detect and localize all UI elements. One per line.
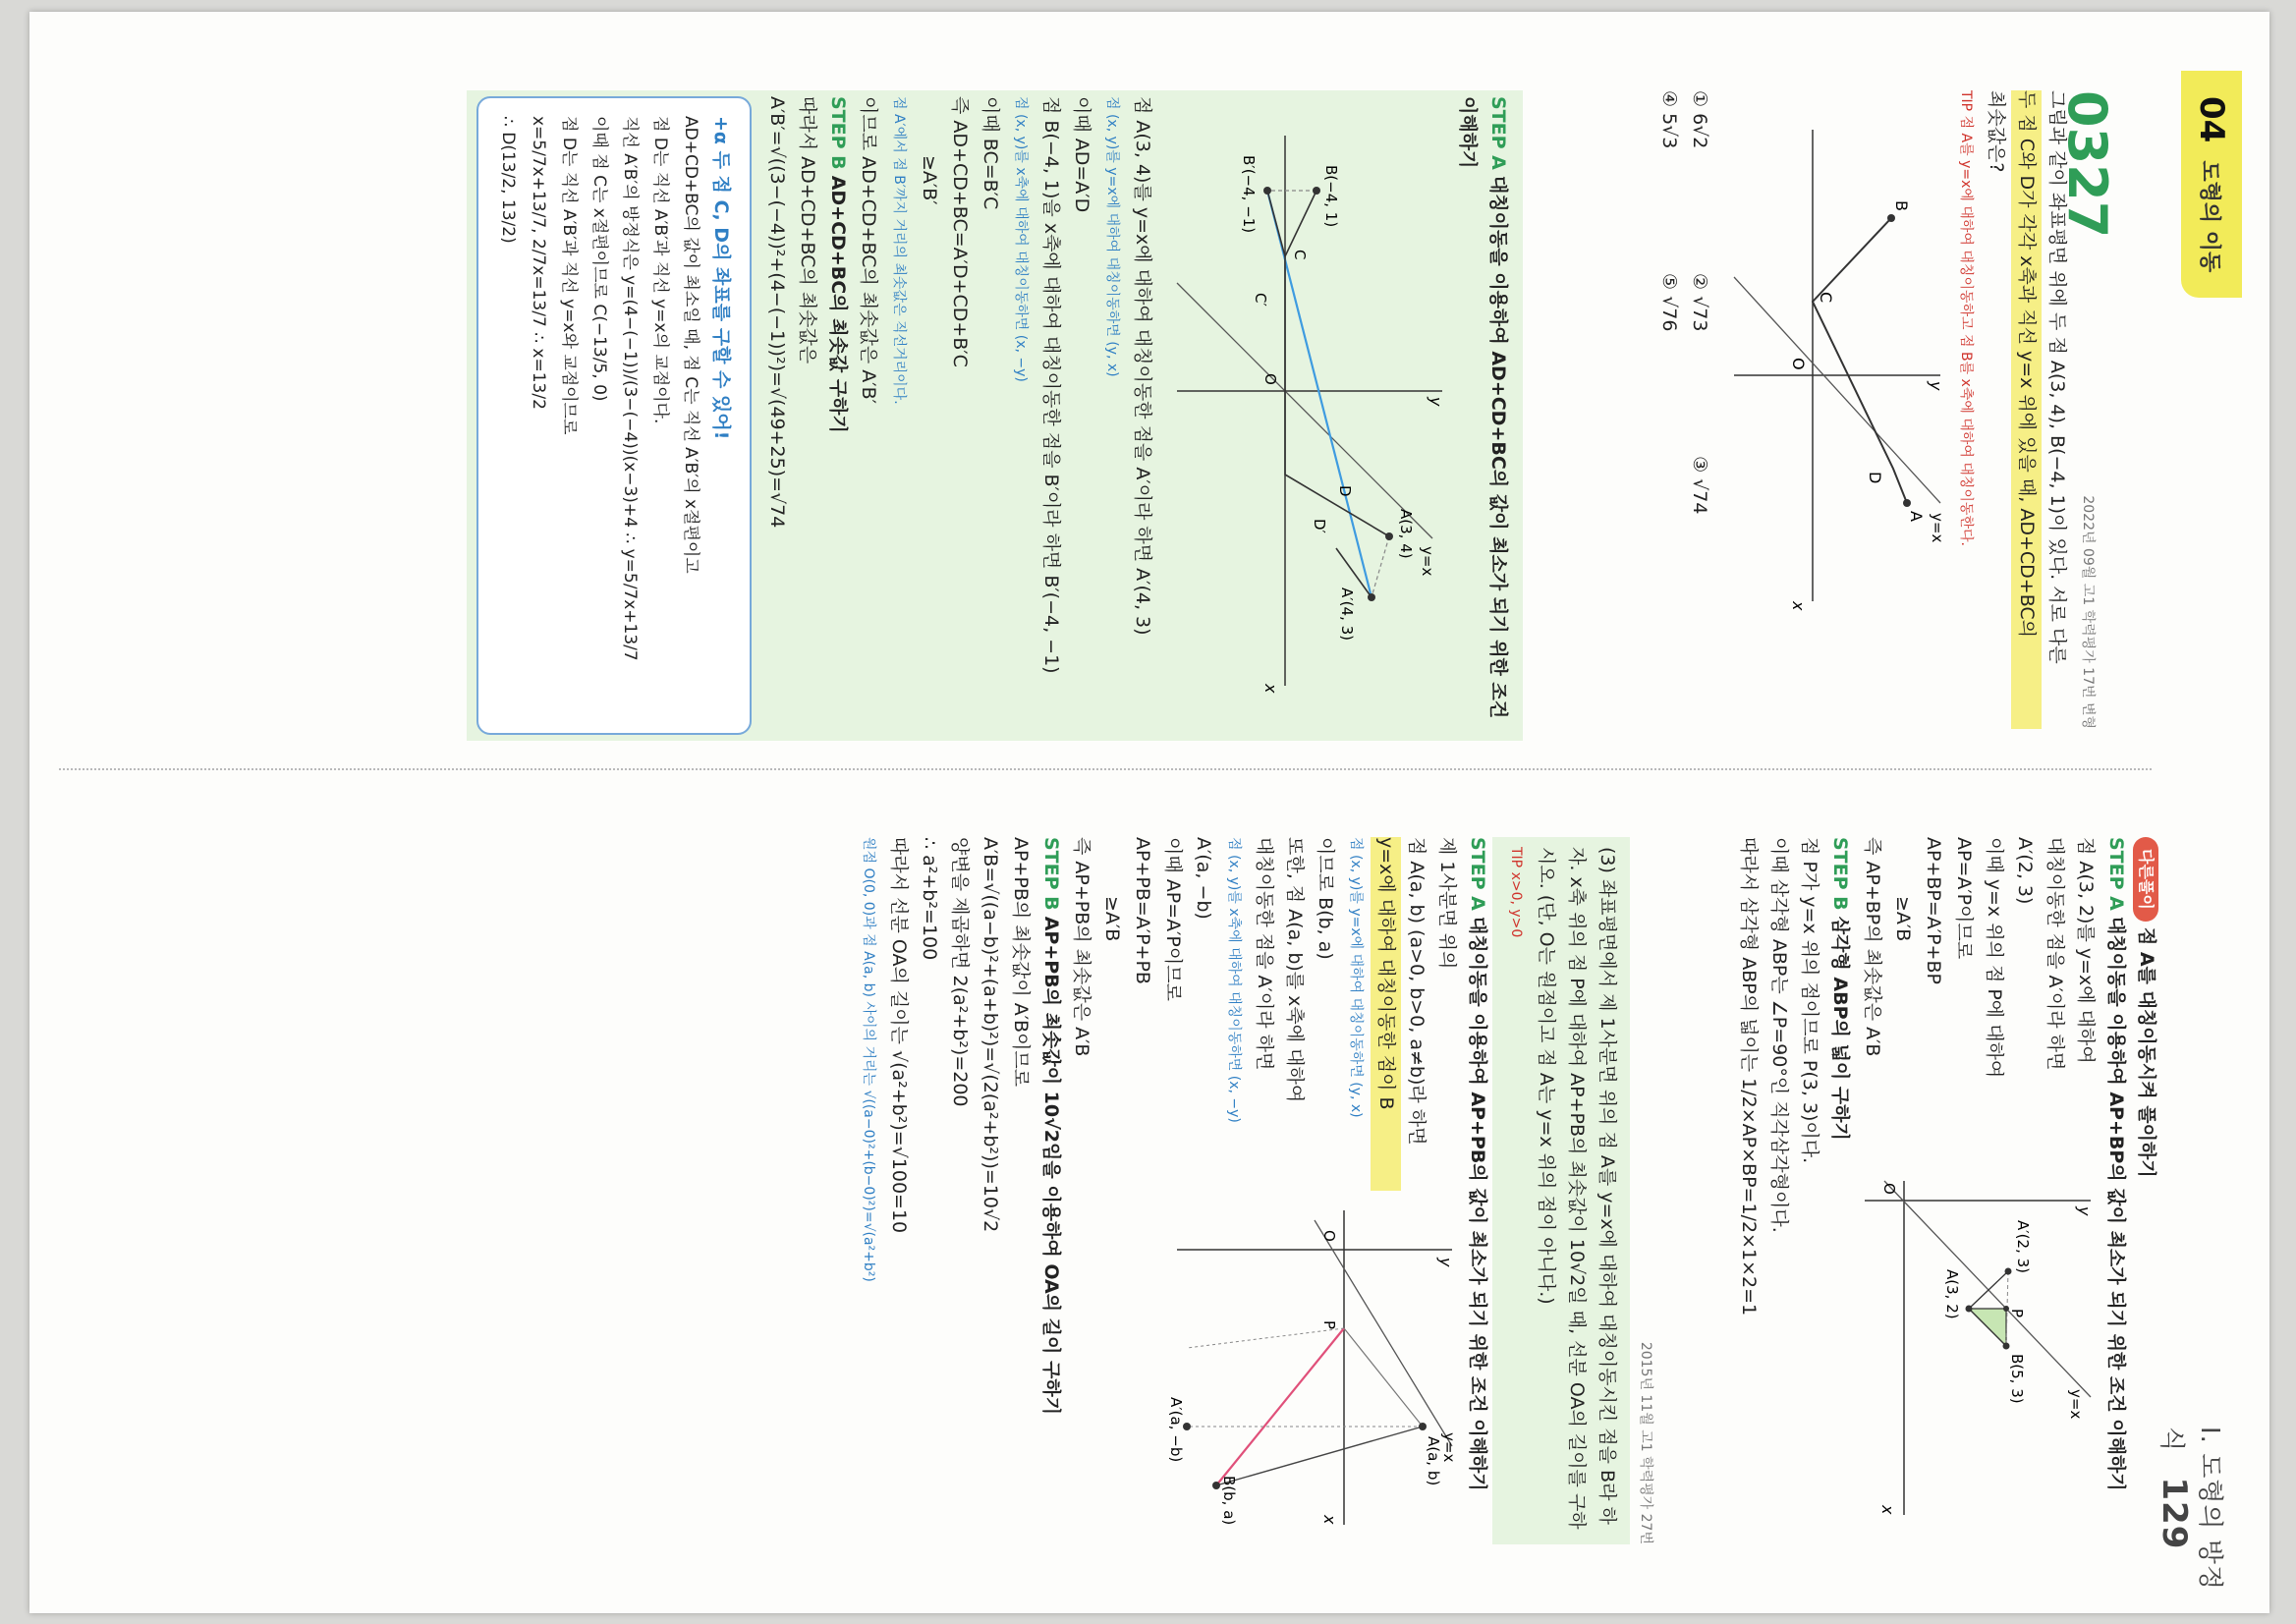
p3-line-8: 이때 AP=A′P이므로: [1162, 837, 1184, 1001]
step-b-label: STEP B: [827, 96, 849, 170]
problem-text-3: 최솟값은?: [1986, 90, 2007, 173]
fig-alt-origin: O: [1880, 1183, 1898, 1195]
p3-b-line-5: 따라서 선분 OA의 길이는 √(a²+b²)=√100=10: [888, 837, 910, 1234]
alt-pill-text: 점 A를 대칭이동시켜 풀이하기: [2136, 926, 2157, 1178]
textbook-page: [29, 12, 2269, 1613]
alt-line-4: 이때 y=x 위의 점 P에 대하여: [1984, 837, 2005, 1079]
solution-line-1: 점 A(3, 4)를 y=x에 대하여 대칭이동한 점을 A′이라 하면 A′(4, 3): [1132, 96, 1153, 636]
fig-bottom-yx-label: y=x: [1419, 546, 1436, 577]
fig-alt-point-a: A(3, 2): [1943, 1269, 1961, 1319]
p3-text-column: [1066, 837, 1462, 1191]
p3-line-7: A′(a, −b): [1193, 837, 1214, 920]
alt-b-line-1: 점 P가 y=x 위의 점이므로 P(3, 3)이다.: [1799, 837, 1820, 1164]
figure-p3: [1167, 1191, 1462, 1535]
figure-0327-bottom: [1167, 96, 1452, 715]
option-1: ① 6√2: [1689, 90, 1710, 149]
alt-text-column: [1855, 837, 2100, 1161]
fig-alt-point-p: P: [2008, 1309, 2026, 1318]
step-a-label: STEP A: [1487, 96, 1509, 170]
fig-bottom-x-axis: x: [1261, 684, 1280, 694]
p3-step-b-label: STEP B: [1040, 837, 1062, 911]
fig-bottom-point-b: B(−4, 1): [1322, 165, 1340, 228]
figure-0327-top: [1724, 90, 1950, 680]
column-divider: [59, 768, 2152, 770]
solution-line-7: 이므로 AD+CD+BC의 최솟값은 A′B′: [858, 96, 879, 404]
problem-3-section: [853, 837, 1660, 1544]
plus-alpha-box: [476, 96, 752, 735]
p3-b-line-3: 양변을 제곱하면 2(a²+b²)=200: [949, 837, 971, 1107]
fig-alt-point-a-prime: A′(2, 3): [2014, 1220, 2032, 1273]
fig-top-point-d: D: [1866, 472, 1884, 484]
problem-3-tip: TIP x>0, y>0: [1508, 847, 1524, 938]
p3-line-5: 또한, 점 A(a, b)를 x축에 대하여: [1284, 837, 1306, 1103]
fig-bottom-point-a: A(3, 4): [1397, 509, 1415, 559]
rotated-page-content: [29, 12, 2269, 1613]
plus-alpha-line-3: 직선 A′B′의 방정식은 y=(4−(−1))/(3−(−4))(x−3)+4 ∴ y=5/7x+13/7: [620, 116, 640, 661]
solution-0327: [467, 90, 1523, 741]
solution-note-3: 점 A′에서 점 B′까지 거리의 최솟값은 직선거리이다.: [891, 96, 907, 405]
step-b-title: AD+CD+BC의 최솟값 구하기: [827, 175, 849, 433]
problem-0327: [1653, 90, 2118, 729]
problem-tip: TIP 점 A를 y=x에 대하여 대칭이동하고 점 B를 x축에 대하여 대칭이동한다.: [1958, 90, 1974, 546]
solution-line-5: 즉 AD+CD+BC=A′D+CD+B′C: [949, 96, 971, 367]
alt-step-b-label: STEP B: [1829, 837, 1851, 911]
option-5: ⑤ √76: [1658, 273, 1680, 332]
p3-step-a-label: STEP A: [1467, 837, 1488, 911]
alt-line-1: 점 A(3, 2)를 y=x에 대하여: [2075, 837, 2097, 1064]
problem-source: 2022년 09월 고1 학력평가 17번 변형: [2080, 495, 2096, 729]
alt-step-a-title: 대칭이동을 이용하여 AP+BP의 값이 최소가 되기 위한 조건 이해하기: [2105, 916, 2127, 1491]
alt-line-8: 즉 AP+BP의 최솟값은 A′B: [1862, 837, 1883, 1057]
p3-b-line-2: A′B=√((a−b)²+(a+b)²)=√(2(a²+b²))=10√2: [980, 837, 1001, 1233]
fig-top-origin: O: [1789, 358, 1808, 370]
fig-p3-origin: O: [1320, 1230, 1338, 1242]
chapter-title: 도형의 이동: [2197, 160, 2222, 273]
solution-line-3: 점 B(−4, 1)을 x축에 대하여 대칭이동한 점을 B′이라 하면 B′(−4, −1): [1040, 96, 1062, 674]
option-4: ④ 5√3: [1658, 90, 1680, 149]
p3-note-2: 점 (x, y)를 x축에 대하여 대칭이동하면 (x, −y): [1226, 837, 1242, 1123]
fig-p3-point-a: A(a, b): [1425, 1436, 1442, 1486]
plus-alpha-line-4: 이때 점 C는 x절편이므로 C(−13/5, 0): [589, 116, 609, 402]
plus-alpha-line-6: x=5/7x+13/7, 2/7x=13/7 ∴ x=13/2: [529, 116, 548, 410]
solution-line-2: 이때 AD=A′D: [1071, 96, 1092, 213]
p3-line-10: ≥A′B: [1101, 896, 1123, 942]
p3-line-9: AP+PB=A′P+PB: [1132, 837, 1153, 984]
p3-line-4: 이므로 B(b, a): [1315, 837, 1336, 960]
problem-text-2: 두 점 C와 D가 각각 x축과 직선 y=x 위에 있을 때, AD+CD+BC의: [2011, 90, 2042, 729]
fig-alt-point-b: B(5, 3): [2008, 1354, 2026, 1404]
p3-line-6: 대칭이동한 점을 A′이라 하면: [1254, 837, 1275, 1071]
chapter-tab: [2181, 71, 2242, 298]
problem-number: 0327: [2056, 90, 2118, 239]
option-3: ③ √74: [1689, 456, 1710, 515]
solution-line-4: 이때 BC=B′C: [980, 96, 1001, 210]
p3-line-2: 점 A(a, b) (a>0, b>0, a≠b)라 하면: [1406, 837, 1428, 1146]
p3-line-11: 즉 AP+PB의 최솟값은 A′B: [1071, 837, 1092, 1057]
fig-bottom-point-a-prime: A′(4, 3): [1338, 588, 1356, 641]
fig-top-x-axis: x: [1789, 601, 1808, 611]
plus-alpha-line-7: ∴ D(13/2, 13/2): [498, 116, 518, 244]
plus-alpha-title: +α 두 점 C, D의 좌표를 구할 수 있어!: [710, 116, 732, 440]
fig-p3-point-p: P: [1320, 1320, 1338, 1330]
fig-bottom-point-d: D: [1336, 485, 1354, 497]
step-a-title: 대칭이동을 이용하여 AD+CD+BC의 값이 최소가 되기 위한 조건 이해하기: [1457, 96, 1509, 719]
option-2: ② √73: [1689, 273, 1710, 332]
p3-line-1: 제 1사분면 위의: [1436, 837, 1458, 970]
page-number-block: [2155, 1427, 2230, 1613]
problem-3-text: (3) 좌표평면에서 제 1사분면 위의 점 A를 y=x에 대하여 대칭이동시킨 점을 B라 하자. x축 위의 점 P에 대하여 AP+PB의 최솟값이 10√2일 때, 선분 OA의 길이를 구하시오. (단, O는 원점이고 점 A는 y=x 위의 점이 아니다.): [1536, 847, 1618, 1530]
problem-3-box: [1492, 837, 1630, 1544]
fig-alt-x-axis: x: [1878, 1505, 1897, 1515]
solution-b-line-2: A′B′=√((3−(−4))²+(4−(−1))²)=√(49+25)=√74: [766, 96, 788, 529]
p3-b-line-1: AP+PB의 최솟값이 A′B이므로: [1010, 837, 1032, 1088]
fig-p3-point-a-prime: A′(a, −b): [1167, 1397, 1185, 1463]
fig-alt-y-axis: y: [2075, 1206, 2094, 1216]
problem-3-source: 2015년 11월 고1 학력평가 27번: [1638, 1341, 1653, 1544]
plus-alpha-line-1: AD+CD+BC의 값이 최소일 때, 점 C는 직선 A′B′의 x절편이고: [681, 116, 700, 574]
fig-p3-x-axis: x: [1320, 1515, 1339, 1525]
plus-alpha-line-5: 점 D는 직선 A′B′과 직선 y=x와 교점이므로: [559, 116, 579, 435]
fig-bottom-point-d-prime: D′: [1311, 519, 1328, 533]
fig-bottom-y-axis: y: [1427, 397, 1445, 407]
problem-text-1: 그림과 같이 좌표평면 위에 두 점 A(3, 4), B(−4, 1)이 있다. 서로 다른: [2046, 90, 2068, 664]
alt-line-3: A′(2, 3): [2014, 837, 2036, 905]
fig-bottom-point-b-prime: B′(−4, −1): [1240, 155, 1258, 234]
alt-b-line-2: 이때 삼각형 ABP는 ∠P=90°인 직각삼각형이다.: [1768, 837, 1790, 1233]
alt-line-7: ≥A′B: [1892, 896, 1914, 942]
fig-bottom-point-c-prime: C′: [1252, 293, 1269, 307]
fig-top-point-a: A: [1907, 511, 1926, 522]
alt-pill-label: 다른풀이: [2133, 837, 2158, 922]
alt-line-2: 대칭이동한 점을 A′이라 하면: [2044, 837, 2066, 1071]
answer-options: [1653, 90, 1714, 729]
fig-p3-point-b: B(b, a): [1220, 1476, 1238, 1526]
fig-p3-yx-label: y=x: [1440, 1432, 1458, 1463]
solution-line-6: ≥A′B′: [919, 155, 940, 205]
page-number: 129: [2155, 1477, 2194, 1550]
p3-b-line-4: ∴ a²+b²=100: [919, 837, 940, 961]
fig-top-y-axis: y: [1927, 381, 1945, 391]
fig-top-yx-label: y=x: [1929, 513, 1946, 543]
alt-step-a-label: STEP A: [2105, 837, 2127, 911]
p3-note-1: 점 (x, y)를 y=x에 대하여 대칭이동하면 (y, x): [1348, 837, 1364, 1118]
alt-b-line-3: 따라서 삼각형 ABP의 넓이는 1/2×AP×BP=1/2×1×2=1: [1738, 837, 1760, 1316]
p3-step-a-title: 대칭이동을 이용하여 AP+PB의 값이 최소가 되기 위한 조건 이해하기: [1467, 916, 1488, 1491]
solution-note-2: 점 (x, y)를 x축에 대하여 대칭이동하면 (x, −y): [1013, 96, 1029, 382]
fig-alt-yx-label: y=x: [2067, 1389, 2085, 1420]
p3-b-note: 원점 O(0, 0)과 점 A(a, b) 사이의 거리는 √((a−0)²+(b−0)²)=√(a²+b²): [861, 837, 876, 1282]
figure-alt: [1855, 1161, 2100, 1525]
p3-step-b-title: AP+PB의 최솟값이 10√2임을 이용하여 OA의 길이 구하기: [1040, 916, 1062, 1416]
fig-bottom-point-c: C: [1291, 250, 1309, 260]
page-section: Ⅰ. 도형의 방정식: [2156, 1427, 2224, 1592]
fig-top-point-b: B: [1892, 200, 1911, 211]
alternate-solution: [1733, 837, 2161, 1544]
chapter-number: 04: [2192, 96, 2231, 143]
fig-top-point-c: C: [1817, 292, 1835, 304]
alt-line-5: AP=A′P이므로: [1953, 837, 1975, 960]
solution-note-1: 점 (x, y)를 y=x에 대하여 대칭이동하면 (y, x): [1104, 96, 1120, 377]
alt-step-b-title: 삼각형 ABP의 넓이 구하기: [1829, 916, 1851, 1141]
plus-alpha-line-2: 점 D는 직선 A′B′과 직선 y=x의 교점이다.: [650, 116, 670, 424]
solution-b-line-1: 따라서 AD+CD+BC의 최솟값은: [797, 96, 818, 364]
alt-line-6: AP+BP=A′P+BP: [1923, 837, 1944, 984]
p3-line-3: y=x에 대하여 대칭이동한 점이 B: [1371, 837, 1401, 1191]
fig-bottom-origin: O: [1261, 373, 1279, 385]
fig-p3-y-axis: y: [1436, 1258, 1455, 1267]
